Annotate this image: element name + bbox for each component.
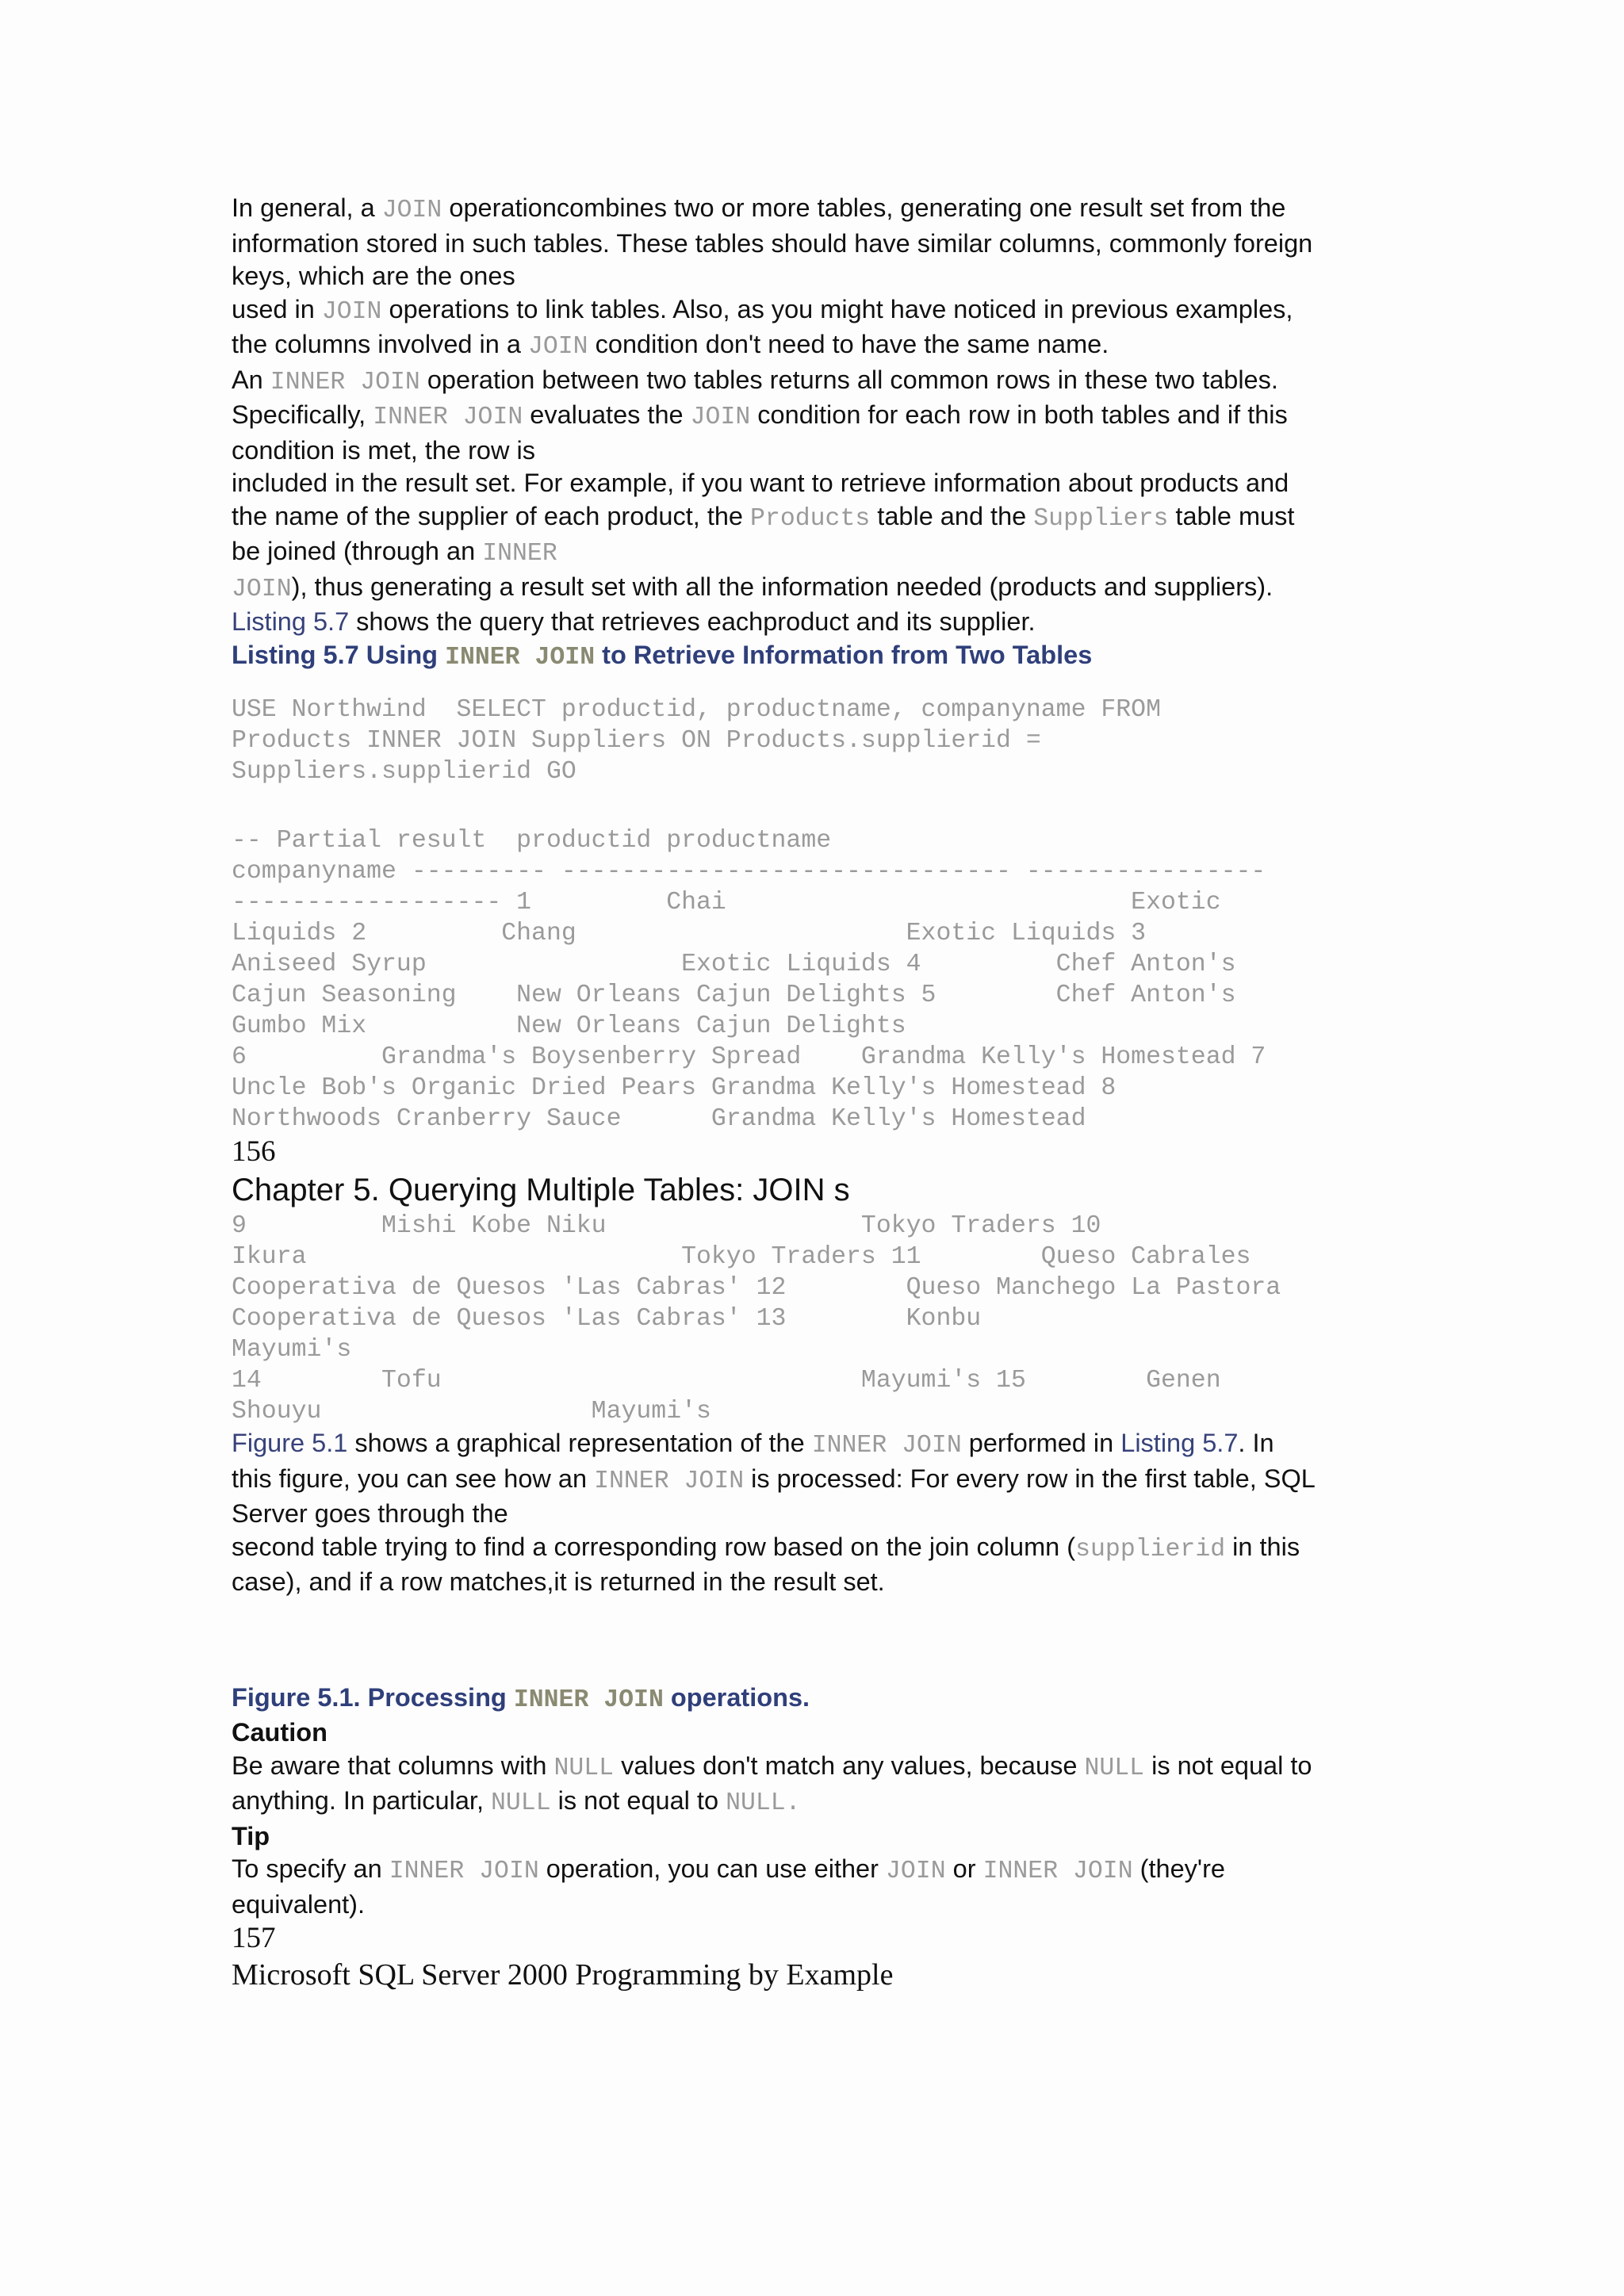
text-line: used in JOIN operations to link tables. Also, as you might have noticed in previous examples, [232, 294, 1293, 326]
text-line: An INNER JOIN operation between two tables returns all common rows in these two tables. [232, 365, 1278, 396]
text-line: Listing 5.7 shows the query that retrieves eachproduct and its supplier. [232, 607, 1036, 636]
listing-heading: Listing 5.7 Using INNER JOIN to Retrieve Information from Two Tables [232, 640, 1093, 672]
text-line: information stored in such tables. These tables should have similar columns, commonly foreign [232, 228, 1313, 258]
figure-description-paragraph [232, 1427, 1389, 1599]
text-line: Server goes through the [232, 1499, 508, 1528]
text-line: the columns involved in a JOIN condition don't need to have the same name. [232, 330, 1109, 361]
text-line: To specify an INNER JOIN operation, you can use either JOIN or INNER JOIN (they're [232, 1854, 1225, 1885]
intro-paragraph [232, 192, 1389, 364]
text-line: second table trying to find a corresponding row based on the join column (supplierid in this [232, 1532, 1300, 1563]
text-line: case), and if a row matches,it is returned in the result set. [232, 1567, 885, 1596]
chapter-title: Chapter 5. Querying Multiple Tables: JOIN s [232, 1173, 850, 1207]
text-line: In general, a JOIN operationcombines two or more tables, generating one result set from the [232, 193, 1286, 224]
page-number: 157 [232, 1922, 276, 1954]
document-page [232, 192, 1389, 1994]
code-block-result-continued: 9 Mishi Kobe Niku Tokyo Traders 10 Ikura Tokyo Traders 11 Queso Cabrales Cooperativa de Quesos 'Las Cabras' 12 Queso Manchego La Pastora Cooperativa de Quesos 'Las Cabras' 13 Konbu Mayumi's 14 Tofu Mayumi's 15 Genen Shouyu Mayumi's [232, 1212, 1281, 1425]
text-line: Be aware that columns with NULL values don't match any values, because NULL is not equal to [232, 1751, 1312, 1782]
text-line: be joined (through an INNER [232, 537, 557, 568]
text-line: condition is met, the row is [232, 435, 535, 465]
tip-title: Tip [232, 1821, 270, 1850]
figure-link[interactable]: Figure 5.1 [232, 1429, 348, 1457]
caution-title: Caution [232, 1718, 327, 1747]
caution-note [232, 1716, 1389, 1820]
listing-link[interactable]: Listing 5.7 [1120, 1429, 1239, 1457]
text-line: this figure, you can see how an INNER JOIN is processed: For every row in the first table, SQL [232, 1464, 1316, 1495]
text-line: anything. In particular, NULL is not equal to NULL. [232, 1786, 801, 1817]
code-block-result: -- Partial result productid productname companyname --------- ------------------------------ ---------------- ------------------ 1 Chai Exotic Liquids 2 Chang Exotic Liquids 3 Aniseed Syrup Exotic Liquids 4 Chef Anton's Cajun Seasoning New Orleans Cajun Delights 5 Chef Anton's Gumbo Mix New Orleans Cajun Delights 6 Grandma's Boysenberry Spread Grandma Kelly's Homestead 7 Uncle Bob's Organic Dried Pears Grandma Kelly's Homestead 8 Northwoods Cranberry Sauce Grandma Kelly's Homestead [232, 827, 1266, 1133]
code-block-query: USE Northwind SELECT productid, productname, companyname FROM Products INNER JOIN Suppliers ON Products.supplierid = Suppliers.supplierid GO [232, 696, 1161, 786]
listing-link[interactable]: Listing 5.7 [232, 607, 350, 636]
text-line: included in the result set. For example, if you want to retrieve information about products and [232, 469, 1289, 497]
page-number: 156 [232, 1135, 276, 1168]
text-line: Figure 5.1 shows a graphical representation of the INNER JOIN performed in Listing 5.7. In [232, 1429, 1274, 1460]
book-title: Microsoft SQL Server 2000 Programming by Example [232, 1958, 894, 1992]
text-line: keys, which are the ones [232, 262, 515, 290]
inner-join-paragraph [232, 364, 1389, 639]
text-line: the name of the supplier of each product, the Products table and the Suppliers table must [232, 501, 1295, 533]
text-line: Specifically, INNER JOIN evaluates the JOIN condition for each row in both tables and if this [232, 400, 1288, 431]
text-line: equivalent). [232, 1889, 366, 1919]
tip-note [232, 1820, 1389, 1922]
figure-heading: Figure 5.1. Processing INNER JOIN operations. [232, 1682, 810, 1714]
text-line: JOIN), thus generating a result set with all the information needed (products and suppliers). [232, 572, 1274, 603]
